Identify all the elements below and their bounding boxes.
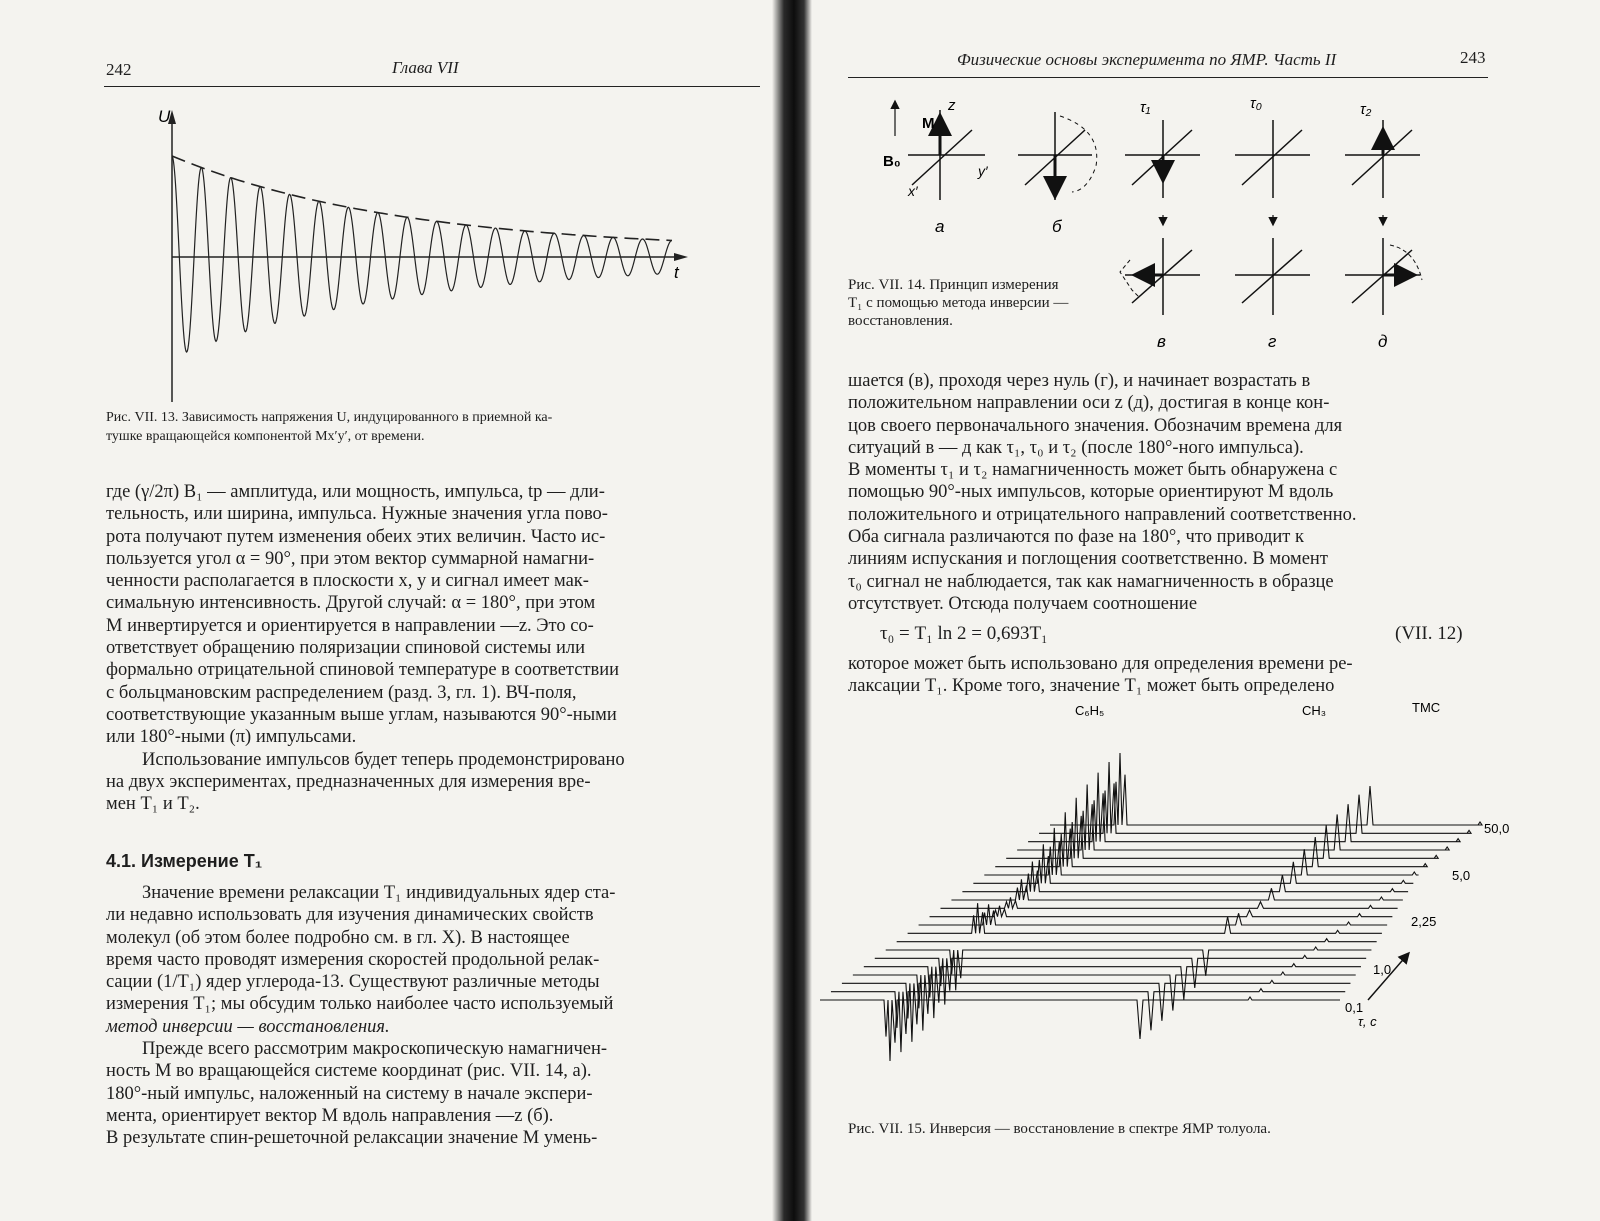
section-heading: 4.1. Измерение T₁	[106, 851, 263, 871]
right-paragraph-2	[848, 653, 1488, 698]
text-line: измерения T₁; мы обсудим только наиболее часто используемый	[106, 994, 614, 1015]
header-rule-right	[848, 77, 1488, 78]
peak-label-c6h5: C₆H₅	[1075, 703, 1105, 718]
text-line: Оба сигнала различаются по фазе на 180°, что приводит к	[848, 527, 1304, 548]
oscillating-signal	[172, 156, 672, 352]
spectrum-trace	[831, 989, 1345, 1052]
text-line: отсутствует. Отсюда получаем соотношение	[848, 593, 1198, 614]
text-line: положительном направлении оси z (д), достигая в конце кон-	[848, 393, 1330, 414]
frame-v	[1120, 238, 1200, 315]
label-a: а	[935, 217, 945, 236]
text-line: 180°-ный импульс, наложенный на систему в начале экспери-	[106, 1083, 593, 1104]
text-line: которое может быть использовано для определения времени ре-	[848, 654, 1353, 674]
spectrum-trace	[875, 955, 1366, 1004]
text-line: ли недавно использовать для изучения динамических свойств	[106, 905, 594, 926]
frame-tau1-top	[1125, 120, 1200, 198]
spectrum-trace	[919, 904, 1388, 925]
frame-tau2-top	[1345, 120, 1420, 198]
tau-label-50: 50,0	[1484, 821, 1510, 836]
label-tau2: τ₂	[1360, 101, 1372, 118]
spectrum-trace	[908, 903, 1382, 933]
spectrum-trace	[930, 906, 1393, 917]
text-line: симальную интенсивность. Другой случай: α = 180°, при этом	[106, 593, 596, 614]
page-number-right: 243	[1460, 48, 1486, 67]
text-line: ченности располагается в плоскости x, y и сигнал имеет мак-	[106, 571, 589, 592]
spectrum-trace	[864, 964, 1364, 1018]
spectrum-trace	[1017, 785, 1449, 850]
text-line: мен T₁ и T₂.	[106, 794, 200, 815]
tau-label-1: 1,0	[1373, 962, 1392, 977]
label-b0: B₀	[883, 153, 901, 170]
text-line: ответствует обращению поляризации спиновой системы или	[106, 638, 585, 659]
label-z: z	[948, 97, 956, 114]
tau-label-5: 5,0	[1452, 868, 1471, 883]
text-line: время часто проводят измерения скоростей продольной релак-	[106, 949, 600, 970]
text-line: рота получают путем изменения обеих этих величин. Часто ис-	[106, 526, 606, 547]
text-line: ситуаций в — д как τ₁, τ₀ и τ₂ (после 180°-ного импульса).	[848, 437, 1304, 458]
axis-label-t: t	[674, 263, 679, 282]
label-x: x′	[908, 183, 918, 199]
left-paragraph-1	[106, 481, 760, 815]
text-line: помощью 90°-ных импульсов, которые ориентируют M вдоль	[848, 482, 1334, 503]
text-line: метод инверсии — восстановления.	[106, 1016, 390, 1037]
page-number-left: 242	[106, 60, 132, 79]
peak-label-tms: TMC	[1412, 700, 1441, 715]
tau-axis-label: τ, с	[1358, 1014, 1377, 1029]
text-line: или 180°-ными (π) импульсами.	[106, 727, 357, 748]
spectrum-trace	[1006, 798, 1438, 859]
running-head-right: Физические основы эксперимента по ЯМР. Часть II	[957, 50, 1337, 69]
caption-line: Рис. VII. 13. Зависимость напряжения U, индуцированного в приемной ка-	[106, 410, 553, 425]
text-line: M инвертируется и ориентируется в направлении —z. Это со-	[106, 615, 594, 636]
label-y: y′	[978, 163, 988, 179]
stacked-spectra	[820, 753, 1482, 1061]
tau-direction-arrow	[1368, 954, 1408, 1000]
spectrum-trace	[962, 862, 1408, 892]
text-line: лаксации T₁. Кроме того, значение T₁ может быть определено	[848, 676, 1335, 697]
peak-label-ch3: CH₃	[1302, 703, 1327, 718]
figure-toluene-inversion-recovery	[820, 700, 1520, 1110]
frame-tau0-top	[1235, 120, 1310, 198]
text-line: положительного и отрицательного направлений соответственно.	[848, 504, 1357, 525]
left-paragraph-3	[106, 882, 760, 1150]
frame-g	[1235, 238, 1310, 315]
text-line: В результате спин-решеточной релаксации значение M умень-	[106, 1128, 598, 1149]
figure-13-caption	[106, 408, 756, 446]
frame-d	[1345, 238, 1422, 315]
caption-line: T₁ с помощью метода инверсии —	[848, 295, 1069, 311]
text-line: В моменты τ₁ и τ₂ намагниченность может быть обнаружена с	[848, 460, 1338, 481]
text-line: на двух экспериментах, предназначенных для измерения вре-	[106, 771, 591, 792]
decay-envelope	[172, 156, 672, 241]
spectrum-trace	[951, 879, 1402, 900]
text-line: молекул (об этом более подробно см. в гл. X). В настоящее	[106, 927, 570, 948]
axis-label-u: U	[158, 107, 171, 126]
equation-number: (VII. 12)	[1395, 623, 1463, 644]
spectrum-trace	[1028, 773, 1460, 842]
text-line: Прежде всего рассмотрим макроскопическую намагничен-	[142, 1039, 608, 1060]
caption-line: тушке вращающейся компонентой Mx′y′, от времени.	[106, 429, 425, 444]
figure-voltage-decay	[100, 100, 720, 410]
text-line: с больцмановским распределением (разд. 3, гл. 1). ВЧ-поля,	[106, 682, 577, 703]
text-line: пользуется угол α = 90°, при этом вектор суммарной намагни-	[106, 548, 595, 569]
equation-vii-12: τ₀ = T₁ ln 2 = 0,693T₁	[880, 623, 1048, 644]
figure-14-caption	[848, 276, 1113, 330]
figure-15-caption: Рис. VII. 15. Инверсия — восстановление в спектре ЯМР толуола.	[848, 1121, 1271, 1137]
label-v: в	[1157, 332, 1166, 351]
text-line: формально отрицательной спиновой температуре в соответствии	[106, 660, 620, 681]
tau-label-2-25: 2,25	[1411, 914, 1437, 929]
label-m: M	[922, 115, 935, 132]
text-line: линиям испускания и поглощения соответственно. В момент	[848, 549, 1328, 570]
text-line: тельность, или ширина, импульса. Нужные значения угла пово-	[106, 504, 608, 525]
text-line: Значение времени релаксации T₁ индивидуальных ядер ста-	[142, 883, 616, 903]
label-tau1: τ₁	[1140, 99, 1151, 116]
frame-b	[1018, 112, 1097, 200]
text-line: сации (1/T₁) ядер углерода-13. Существуют различные методы	[106, 972, 600, 993]
text-line: τ₀ сигнал не наблюдается, так как намагниченность в образце	[848, 571, 1334, 592]
text-line: мента, ориентирует вектор M вдоль направления —z (б).	[106, 1105, 554, 1126]
header-rule-left	[104, 86, 760, 87]
running-head-left: Глава VII	[392, 58, 459, 77]
caption-line: восстановления.	[848, 313, 953, 329]
label-b: б	[1052, 217, 1062, 236]
figure-13-axes	[168, 110, 688, 402]
text-line: шается (в), проходя через нуль (г), и начинает возрастать в	[848, 371, 1311, 391]
label-tau0: τ₀	[1250, 95, 1262, 112]
spectrum-trace	[1039, 762, 1471, 833]
text-line: где (γ/2π) B₁ — амплитуда, или мощность, импульса, tp — дли-	[106, 482, 605, 502]
caption-line: Рис. VII. 14. Принцип измерения	[848, 277, 1059, 293]
label-g: г	[1268, 332, 1277, 351]
text-line: соответствующие указанным выше углам, называются 90°-ными	[106, 704, 617, 725]
text-line: ность M во вращающейся системе координат (рис. VII. 14, a).	[106, 1061, 592, 1082]
label-d: д	[1378, 332, 1388, 351]
text-line: Использование импульсов будет теперь продемонстрировано	[142, 749, 625, 770]
right-paragraph-1	[848, 370, 1488, 615]
spectrum-trace	[940, 897, 1397, 908]
tau-label-0-1: 0,1	[1345, 1000, 1364, 1015]
text-line: цов своего первоначального значения. Обозначим времена для	[848, 415, 1343, 436]
spectrum-trace	[897, 939, 1377, 942]
